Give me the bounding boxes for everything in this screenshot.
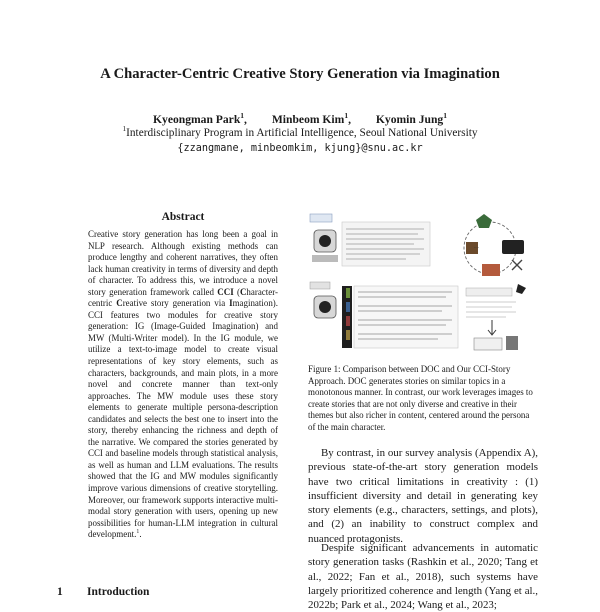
paper-title: A Character-Centric Creative Story Generation via Imagination <box>100 66 500 82</box>
svg-text:....: .... <box>474 245 479 250</box>
abstract-body: Creative story generation has long been a goal in NLP research. Although existing methods can produce lengthy and coherent narratives, they often lack human creativity in terms of diversity and depth of character. To address this, we introduce a novel story generation framework called CCI (Character-centric Creative story generation via Imagination). CCI features two modules for creative story generation: IG (Image-Guided Imagination) and MW (Multi-Writer model). In the IG module, we utilize a text-to-image model to create visual representations of key story elements, such as characters, backgrounds, and main plots, in a more novel and concrete manner than text-only approaches. The MW module uses these story elements to generate multiple persona-description candidates and selects the best one to insert into the story, thereby enhancing the richness and depth of the narrative. We compared the stories generated by CCI and baseline models through statistical analysis, as well as human and LLM evaluations. The results showed that the IG and MW modules significantly improve various dimensions of creative storytelling. Moreover, our framework supports interactive multi-modal story generation with users, opening up new possibilities for human-LLM integration in cultural development.$^1$. <box>88 229 279 540</box>
section-number: 1 <box>57 586 63 598</box>
footnote-mark: 1 <box>136 529 140 536</box>
author-separator: , <box>244 113 247 126</box>
author-separator: , <box>348 113 351 126</box>
section-title: Introduction <box>87 586 150 598</box>
author-affil-mark: 1 <box>344 111 349 121</box>
author-name: Kyeongman Park <box>153 113 241 126</box>
affiliation-mark: 1 <box>122 124 127 134</box>
author-name: Minbeom Kim <box>271 113 345 126</box>
author-name: Kyomin Jung <box>375 113 444 126</box>
body-paragraph: Despite significant advancements in automatic story generation tasks (Rashkin et al., 2020; Tang et al., 2022; Fan et al., 2018), such systems have largely prioritized coherence and length (Yang et al., 2022b; Park et al., 2024; Wang et al., 2023; <box>308 542 538 612</box>
figure-caption: Figure 1: Comparison between DOC and Our CCI-Story Approach. DOC generates stories on similar topics in a monotonous manner. In contrast, our work leverages images to create stories that are not only diverse and creative in their themes but also richer in content, centered around the persona of the main character. <box>308 364 533 432</box>
author-email: {zzangmane, minbeomkim, kjung}@snu.ac.kr <box>177 143 423 154</box>
author-list <box>0 113 600 126</box>
section-heading <box>57 586 149 598</box>
body-paragraph: By contrast, in our survey analysis (Appendix A), previous state-of-the-art story generation models have two critical limitations in creativity : (1) insufficient diversity and detail in generating key story elements (e.g., characters, settings, and plots), and (2) an inability to construct complex and nuanced protagonists. <box>308 447 538 545</box>
figure-illustration <box>306 212 538 354</box>
affiliation <box>0 124 600 139</box>
author-affil-mark: 1 <box>443 111 447 121</box>
author-affil-mark: 1 <box>240 111 245 121</box>
affiliation-text: Interdisciplinary Program in Artificial Intelligence, Seoul National University <box>126 127 478 139</box>
abstract-heading: Abstract <box>161 211 205 223</box>
